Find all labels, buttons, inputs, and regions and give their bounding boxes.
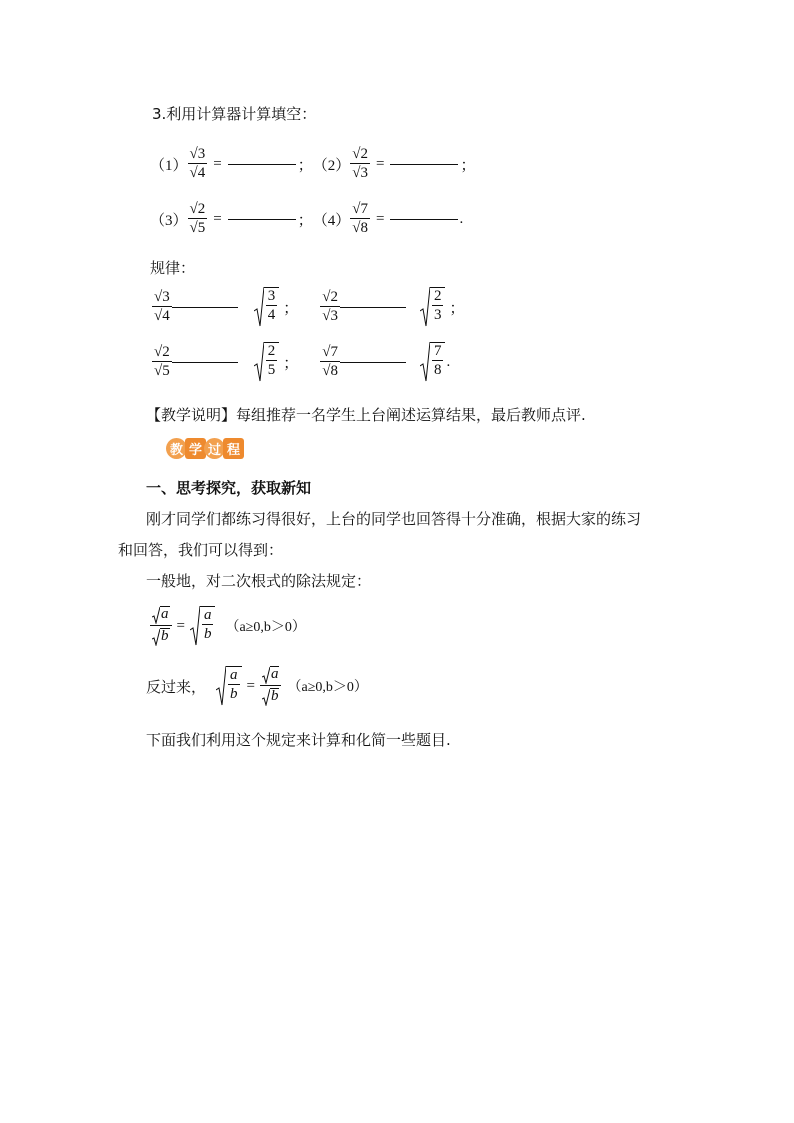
relation-blank-4[interactable]	[340, 361, 406, 363]
fill-label-1: （1）	[150, 157, 188, 174]
item-3-title: 3.利用计算器计算填空：	[152, 105, 317, 123]
badge-char: 学	[185, 438, 206, 459]
fill-label-3: （3）	[150, 212, 188, 229]
equals-sign: =	[375, 210, 385, 227]
fill-den-3: √5	[189, 220, 206, 236]
rad-den: 5	[267, 362, 276, 378]
fill-fraction-4	[350, 202, 370, 236]
reverse-right-fraction	[260, 666, 282, 706]
equals-sign: =	[213, 210, 222, 227]
fill-fraction-2	[350, 147, 370, 181]
fill-num-4: √7	[352, 201, 368, 217]
formula-num: a	[150, 606, 172, 625]
rule-row-1	[152, 287, 465, 327]
fill-num-3: √2	[189, 201, 206, 217]
rule-label: 规律：	[150, 259, 196, 277]
answer-blank-3[interactable]	[228, 218, 296, 220]
equals-sign: =	[176, 617, 185, 634]
fill-label-4: （4）	[312, 212, 351, 229]
rad-num: 3	[267, 288, 276, 304]
teaching-note: 【教学说明】每组推荐一名学生上台阐述运算结果，最后教师点评.	[146, 406, 586, 424]
condition: （a≥0,b＞0）	[225, 620, 306, 635]
rad-den: 3	[433, 307, 442, 323]
separator: ；	[449, 300, 465, 317]
rad-num: 7	[433, 343, 442, 359]
reverse-formula	[146, 666, 368, 706]
rule-num: √7	[322, 344, 338, 360]
separator: ；	[283, 355, 299, 372]
rad-num: a	[203, 607, 212, 623]
fill-den-1: √4	[189, 165, 206, 181]
equals-sign: =	[213, 155, 222, 172]
rad-den: b	[203, 626, 212, 642]
answer-blank-1[interactable]	[228, 163, 296, 165]
fill-row-1	[150, 147, 475, 181]
rule-left-fraction-2	[320, 290, 340, 324]
rule-right-radical-4	[420, 342, 446, 382]
formula-num: a	[260, 666, 282, 685]
section-badge	[166, 438, 242, 459]
rad-num: a	[230, 667, 238, 683]
rad-den: b	[230, 686, 238, 702]
relation-blank-1[interactable]	[172, 306, 238, 308]
period: .	[446, 353, 451, 370]
fill-num-2: √2	[352, 146, 368, 162]
rad-num: 2	[267, 343, 276, 359]
rule-left-fraction-3	[152, 345, 172, 379]
rule-den: √5	[154, 363, 170, 379]
fill-fraction-3	[188, 202, 208, 236]
badge-char: 程	[223, 438, 244, 459]
equals-sign: =	[246, 677, 255, 694]
period: .	[459, 210, 464, 227]
reverse-left-radical	[216, 666, 242, 706]
badge-char: 过	[204, 438, 225, 459]
answer-blank-4[interactable]	[390, 218, 458, 220]
formula-den: b	[260, 685, 282, 706]
rad-den: 4	[267, 307, 276, 323]
condition: （a≥0,b＞0）	[287, 680, 368, 695]
paragraph-1-line-2: 和回答，我们可以得到：	[118, 541, 284, 559]
rule-left-fraction-4	[320, 345, 340, 379]
rad-num: 2	[433, 288, 442, 304]
rule-den: √8	[322, 363, 338, 379]
equals-sign: =	[375, 155, 385, 172]
paragraph-1-line-1: 刚才同学们都练习得很好，上台的同学也回答得十分准确，根据大家的练习	[146, 510, 642, 528]
division-rule-formula	[150, 606, 306, 646]
fill-fraction-1	[188, 147, 208, 181]
formula-right-radical	[190, 606, 216, 646]
rule-left-fraction-1	[152, 290, 172, 324]
rule-den: √3	[322, 308, 338, 324]
fill-label-2: （2）	[312, 157, 351, 174]
separator: ；	[297, 212, 313, 229]
closing-line: 下面我们利用这个规定来计算和化简一些题目.	[146, 731, 451, 749]
relation-blank-2[interactable]	[340, 306, 406, 308]
reverse-label: 反过来，	[146, 677, 207, 696]
fill-den-2: √3	[352, 165, 368, 181]
separator: ；	[460, 157, 476, 174]
formula-left-fraction	[150, 606, 172, 646]
fill-den-4: √8	[352, 220, 368, 236]
rule-num: √2	[154, 344, 170, 360]
fill-row-2	[150, 202, 463, 236]
rule-right-radical-3	[254, 342, 280, 382]
formula-den: b	[150, 625, 172, 646]
badge-char: 教	[166, 438, 187, 459]
rule-right-radical-1	[254, 287, 280, 327]
answer-blank-2[interactable]	[390, 163, 458, 165]
section-heading: 一、思考探究，获取新知	[146, 479, 312, 497]
rule-num: √3	[154, 289, 170, 305]
rule-right-radical-2	[420, 287, 446, 327]
paragraph-2: 一般地，对二次根式的除法规定：	[146, 572, 372, 590]
rad-den: 8	[433, 362, 442, 378]
rule-num: √2	[322, 289, 338, 305]
relation-blank-3[interactable]	[172, 361, 238, 363]
rule-den: √4	[154, 308, 170, 324]
rule-row-2	[152, 342, 450, 382]
fill-num-1: √3	[189, 146, 206, 162]
separator: ；	[283, 300, 299, 317]
separator: ；	[297, 157, 313, 174]
